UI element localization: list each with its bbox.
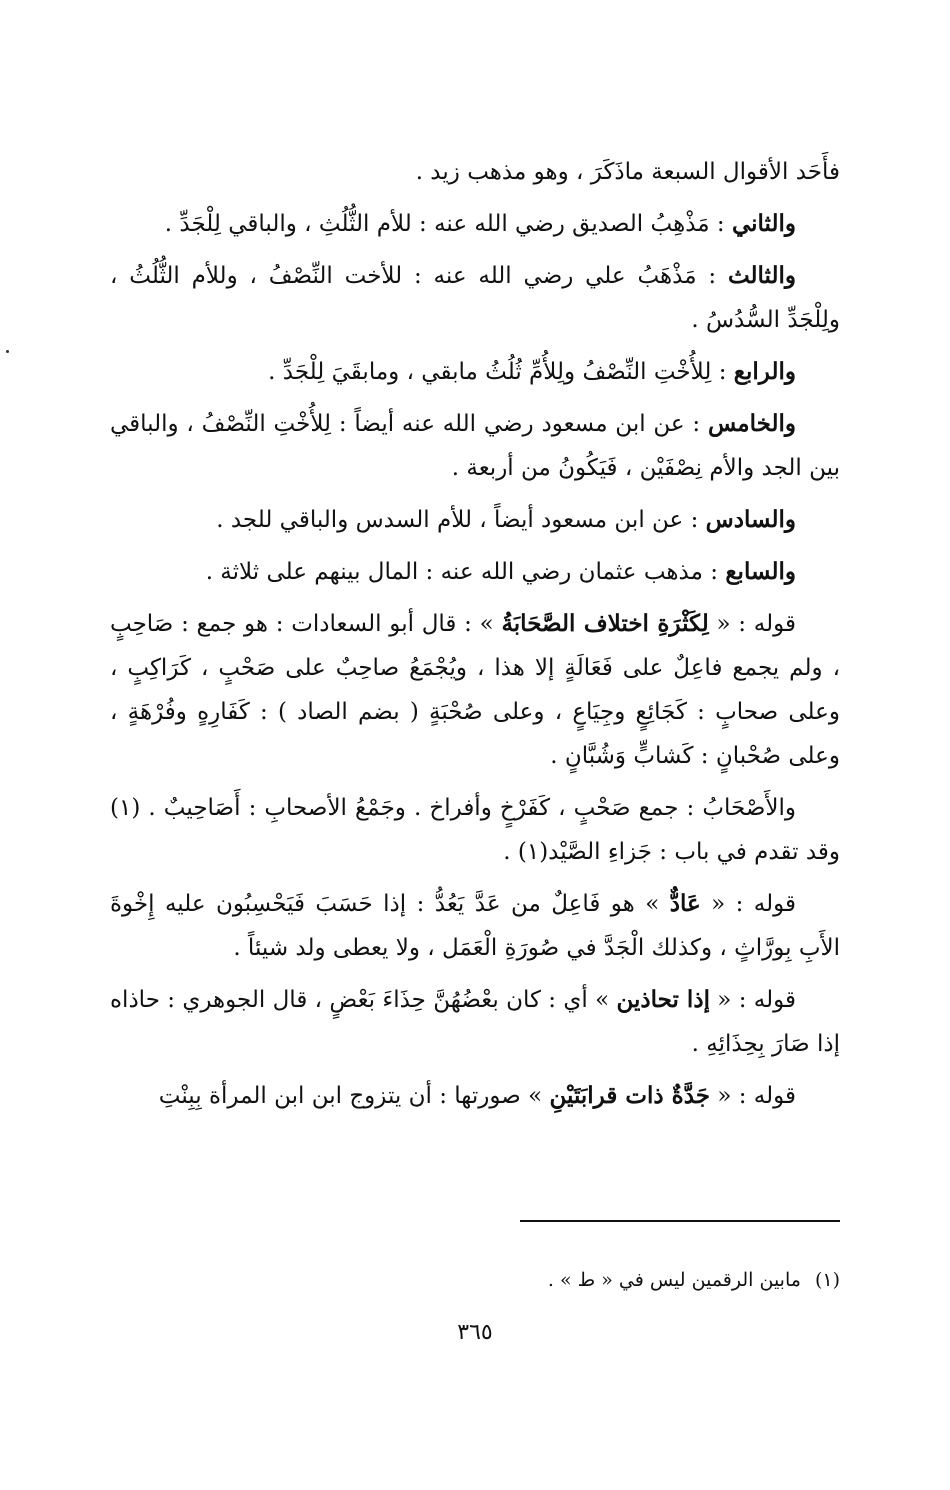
paragraph-7-text: : مذهب عثمان رضي الله عنه : المال بينهم على ثلاثة . [205,559,726,585]
paragraph-3 [110,254,840,342]
paragraph-5 [110,402,840,490]
paragraph-8-pre: قوله : « [708,611,796,637]
paragraph-2-text: : مَذْهِبُ الصديق رضي الله عنه : للأم الثُّلُثِ ، والباقي لِلْجَدِّ . [164,211,732,237]
paragraph-11 [110,978,840,1066]
paragraph-1 [110,150,840,194]
paragraph-11-pre: قوله : « [709,987,796,1013]
paragraph-5-lead: والخامس [707,410,796,437]
paragraph-6 [110,498,840,542]
paragraph-2 [110,202,840,246]
footnote-number: (١) [814,1269,840,1291]
paragraph-3-text: : مَذْهَبُ علي رضي الله عنه : للأخت النِّصْفُ ، وللأم الثُّلُثُ ، ولِلْجَدِّ السُّدُسُ . [110,263,840,333]
paragraph-12 [110,1074,840,1118]
paragraph-2-lead: والثاني [731,210,796,237]
paragraph-11-lead: إذا تحاذين [616,986,710,1013]
paragraph-11-text: » أي : كان بعْضُهُنَّ حِذَاءَ بَعْضٍ ، قال الجوهري : حاذاه إذا صَارَ بِحِذَائِهِ . [110,987,840,1057]
paragraph-1-text: فأَحَد الأقوال السبعة ماذَكَرَ ، وهو مذهب زيد . [415,159,840,185]
paragraph-8 [110,602,840,778]
footnote-separator [520,1220,840,1222]
paragraph-4-lead: والرابع [733,358,796,385]
paragraph-10-lead: عَادٌّ [669,890,701,917]
footnote [110,1265,840,1295]
paragraph-10-pre: قوله : « [700,891,796,917]
paragraph-10-text: » هو فَاعِلٌ من عَدَّ يَعُدُّ : إذا حَسَبَ فَيَحْسِبُون عليه إِخْوةَ الأَبِ بِورَّاثٍ ، وكذلك الْجَدَّ في صُورَةِ الْعَمَل ، ولا يعطى ولد شيئاً . [110,891,840,961]
paragraph-12-pre: قوله : « [710,1083,796,1109]
paragraph-9 [110,786,840,874]
paragraph-6-lead: والسادس [705,506,796,533]
footnote-text: مابين الرقمين ليس في « ط » . [547,1269,801,1291]
scan-dot [6,350,9,353]
paragraph-6-text: : عن ابن مسعود أيضاً ، للأم السدس والباقي للجد . [216,507,706,533]
paragraph-12-lead: جَدَّةٌ ذات قرابَتَيْنِ [549,1082,711,1109]
paragraph-10 [110,882,840,970]
paragraph-9-text: والأَصْحَابُ : جمع صَحْبٍ ، كَفَرْخٍ وأفراخ . وجَمْعُ الأصحابِ : أَصَاحِيبٌ . (١) وقد تقدم في باب : جَزاءِ الصَّيْد(١) . [110,795,840,865]
paragraph-12-text: » صورتها : أن يتزوج ابن ابن المرأة بِبِنْتِ [158,1083,550,1109]
paragraph-8-text: » : قال أبو السعادات : هو جمع : صَاحِبٍ ، ولم يجمع فاعِلٌ على فَعَالَةٍ إلا هذا ، ويُجْمَعُ صاحِبٌ على صَحْبٍ ، كَرَاكِبٍ ، وعلى صحابٍ : كَجَائِعٍ وجِيَاعٍ ، وعلى صُحْبَةٍ ( بضم الصاد ) : كَفَارِهٍ وفُرْهَةٍ ، وعلى صُحْبانٍ : كَشابٍّ وَشُبَّانٍ . [110,611,840,769]
paragraph-7-lead: والسابع [725,558,796,585]
paragraph-5-text: : عن ابن مسعود رضي الله عنه أيضاً : لِلأُخْتِ النِّصْفُ ، والباقي بين الجد والأم نِصْفَيْن ، فَيَكُونُ من أربعة . [110,411,840,481]
paragraph-4-text: : لِلأُخْتِ النِّصْفُ ولِلأُمِّ ثُلُثُ مابقي ، ومابقَيَ لِلْجَدِّ . [268,359,734,385]
paragraph-7 [110,550,840,594]
paragraph-4 [110,350,840,394]
page-body [110,150,840,1126]
paragraph-8-lead: لِكَثْرَةِ اختلاف الصَّحَابَةُ [501,610,709,637]
page-number: ٣٦٥ [457,1320,493,1345]
paragraph-3-lead: والثالث [727,262,796,289]
